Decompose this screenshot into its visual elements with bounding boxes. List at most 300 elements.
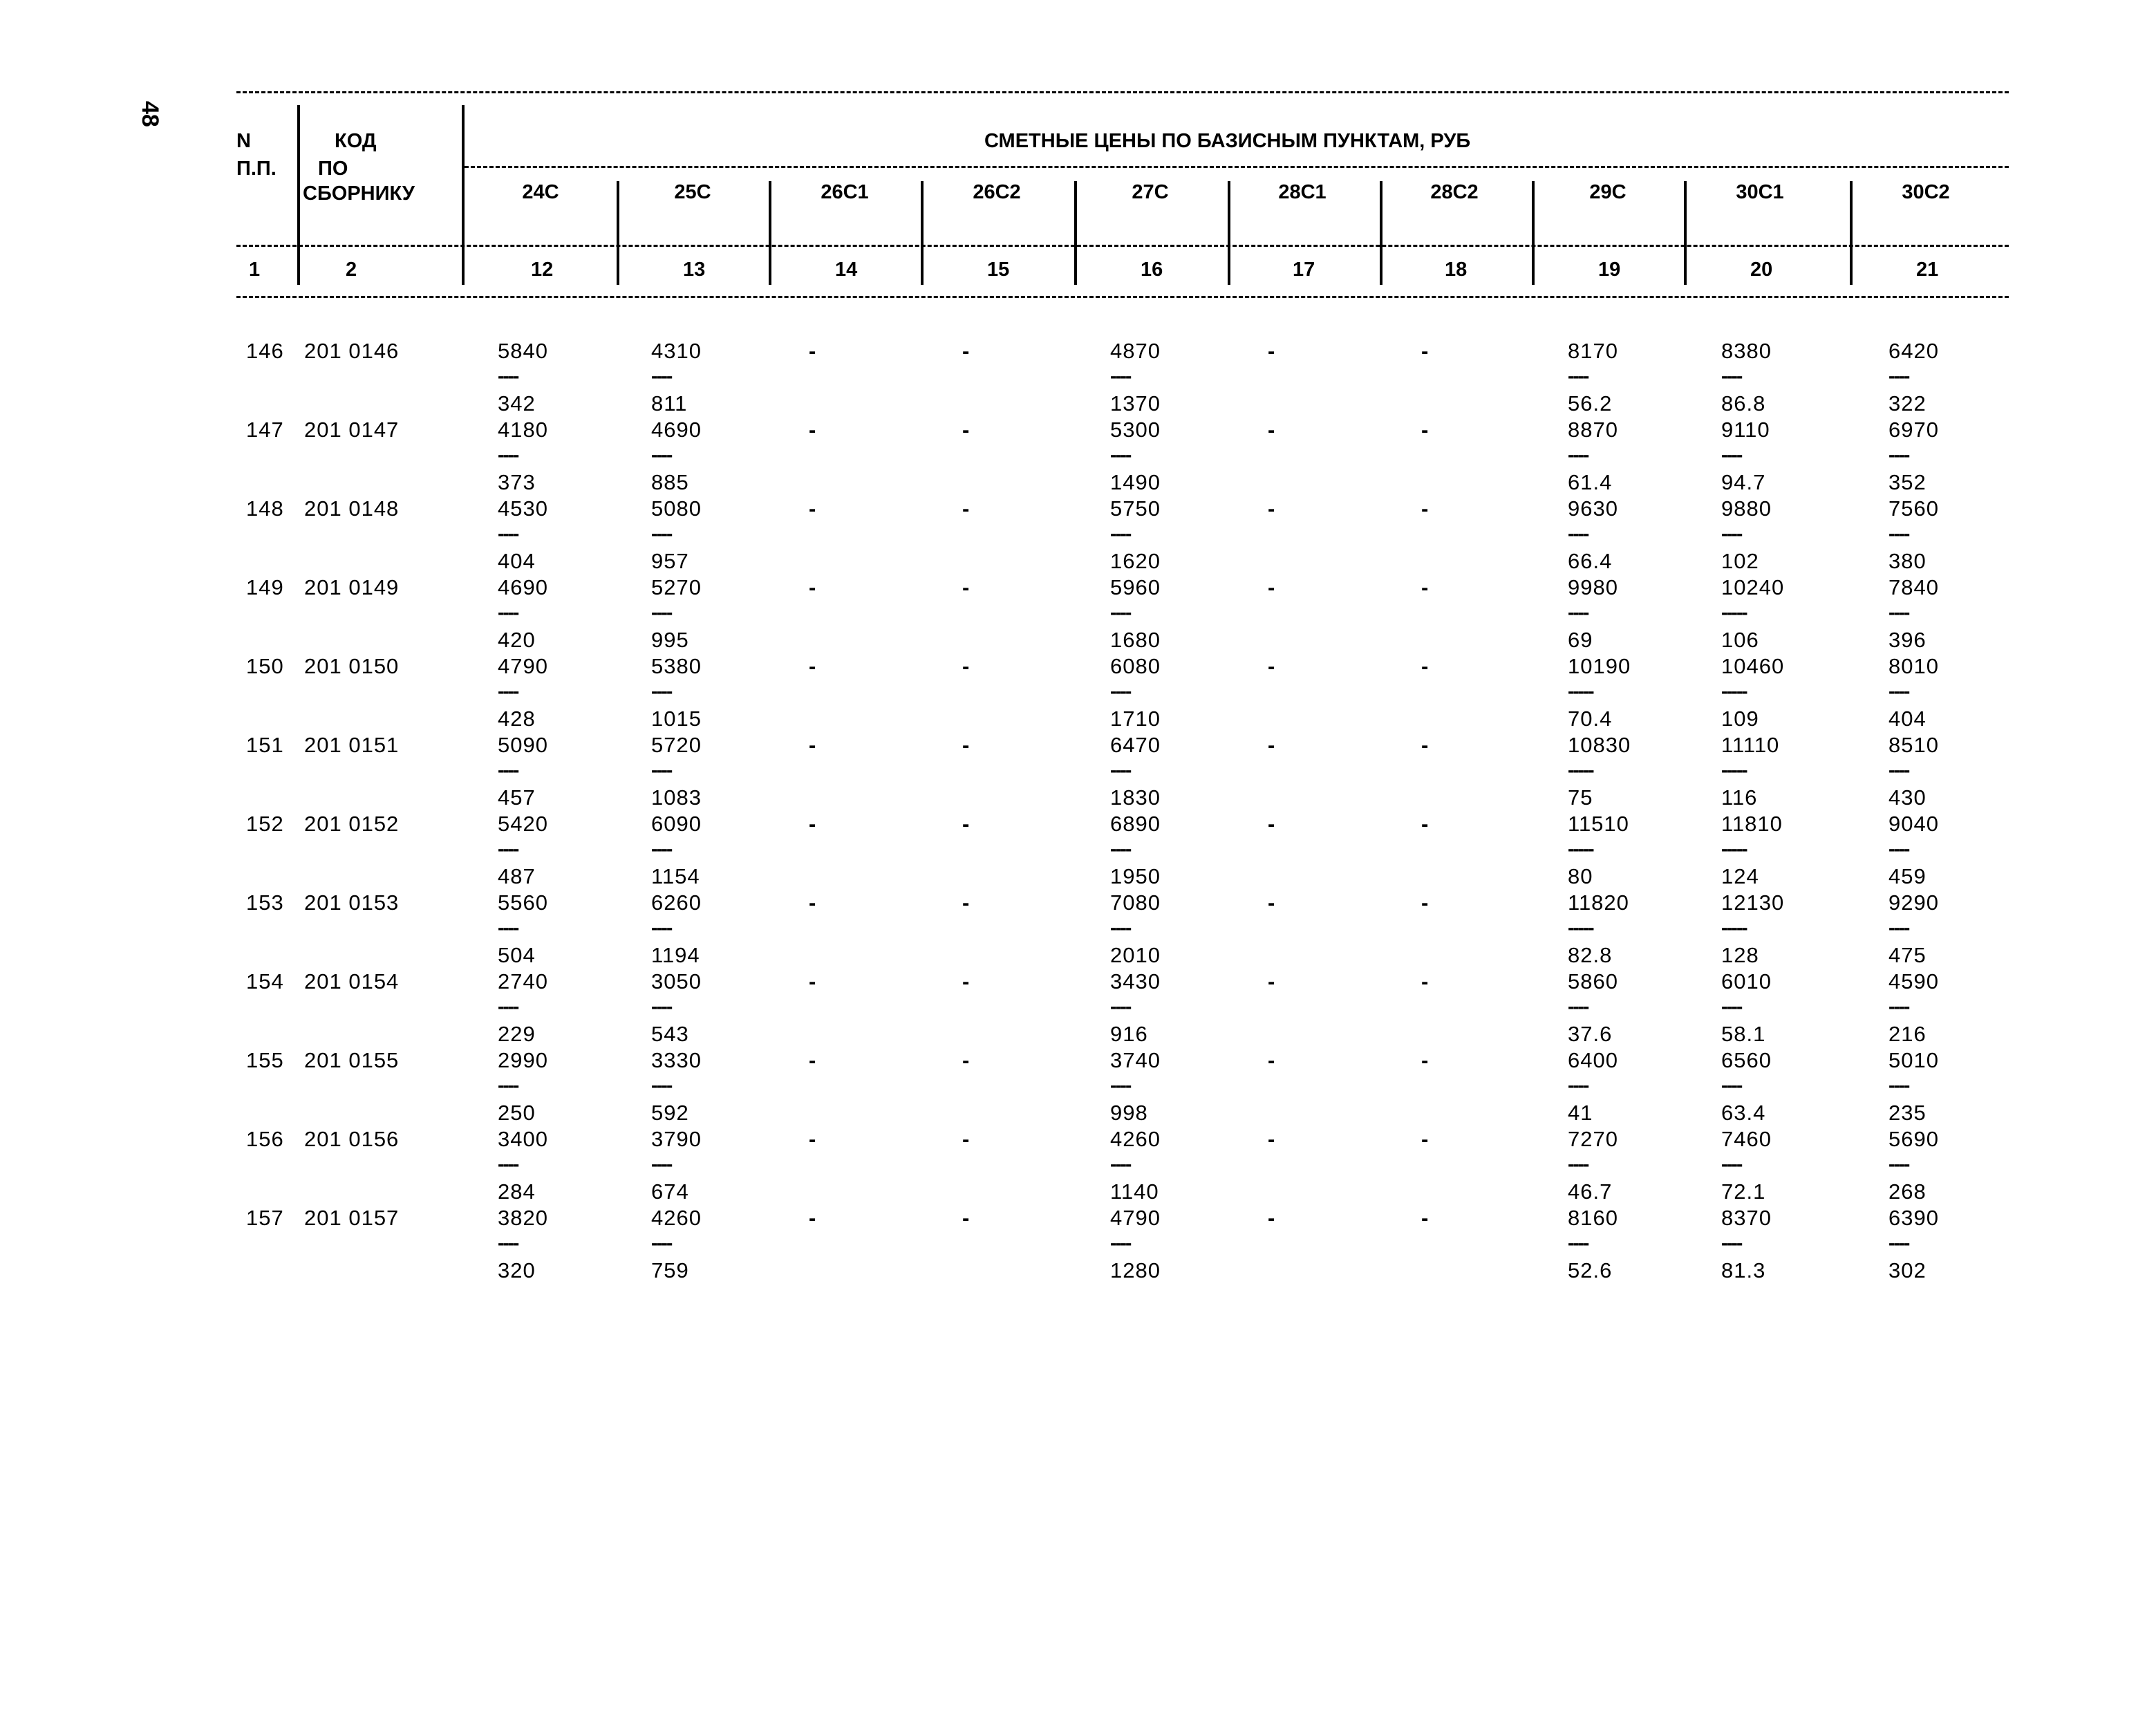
- row-number: 152: [246, 812, 284, 836]
- price-value: 4690: [498, 575, 548, 599]
- fraction-separator: ----: [1110, 444, 1131, 465]
- price-value: 6420: [1888, 339, 1939, 363]
- price-value: 5080: [651, 496, 702, 521]
- empty-cell-dash: -: [1421, 339, 1429, 363]
- fraction-separator: ----: [1110, 1232, 1131, 1253]
- fraction-separator: ----: [651, 1074, 672, 1096]
- fraction-separator: -----: [1568, 838, 1593, 859]
- price-subvalue: 116: [1721, 785, 1758, 810]
- empty-cell-dash: -: [1268, 733, 1276, 757]
- fraction-separator: ----: [1888, 365, 1909, 386]
- fraction-separator: ----: [651, 759, 672, 781]
- fraction-separator: ----: [1568, 444, 1588, 465]
- empty-cell-dash: -: [1421, 969, 1429, 993]
- fraction-separator: -----: [1568, 759, 1593, 781]
- header-column-number: 19: [1598, 259, 1621, 281]
- fraction-separator: ----: [651, 523, 672, 544]
- price-value: 8370: [1721, 1206, 1772, 1230]
- price-value: 12130: [1721, 890, 1785, 915]
- fraction-separator: ----: [1568, 601, 1588, 623]
- price-value: 9880: [1721, 496, 1772, 521]
- price-subvalue: 128: [1721, 943, 1759, 967]
- price-subvalue: 592: [651, 1101, 689, 1125]
- price-value: 9630: [1568, 496, 1618, 521]
- price-subvalue: 1950: [1110, 864, 1161, 888]
- price-value: 5690: [1888, 1127, 1939, 1151]
- price-subvalue: 58.1: [1721, 1022, 1766, 1046]
- row-code: 201 0154: [304, 969, 400, 993]
- empty-cell-dash: -: [809, 812, 817, 836]
- fraction-separator: ----: [1568, 996, 1588, 1017]
- fraction-separator: -----: [1721, 680, 1747, 702]
- price-subvalue: 2010: [1110, 943, 1161, 967]
- row-number: 157: [246, 1206, 284, 1230]
- price-value: 6260: [651, 890, 702, 915]
- price-value: 6890: [1110, 812, 1161, 836]
- price-subvalue: 396: [1888, 628, 1927, 652]
- header-column-number: 13: [683, 259, 706, 281]
- fraction-separator: ----: [1721, 996, 1742, 1017]
- header-divider-n: [297, 105, 300, 285]
- price-subvalue: 759: [651, 1258, 689, 1282]
- price-subvalue: 457: [498, 785, 536, 810]
- price-value: 5010: [1888, 1048, 1939, 1072]
- fraction-separator: ----: [1721, 365, 1742, 386]
- price-value: 5300: [1110, 418, 1161, 442]
- price-value: 11820: [1568, 890, 1629, 915]
- price-subvalue: 86.8: [1721, 391, 1766, 415]
- fraction-separator: ----: [1568, 1232, 1588, 1253]
- header-code-label-2: ПО: [318, 158, 348, 180]
- empty-cell-dash: -: [1421, 496, 1429, 521]
- price-subvalue: 674: [651, 1179, 689, 1204]
- price-subvalue: 1015: [651, 707, 702, 731]
- price-subvalue: 216: [1888, 1022, 1927, 1046]
- header-mid-rule: [236, 245, 2009, 247]
- price-subvalue: 1490: [1110, 470, 1161, 494]
- row-number: 149: [246, 575, 284, 599]
- header-column-label: 27С: [1132, 181, 1169, 203]
- header-column-divider: [1532, 181, 1535, 285]
- price-value: 9040: [1888, 812, 1939, 836]
- header-column-label: 30С2: [1902, 181, 1950, 203]
- empty-cell-dash: -: [809, 1127, 817, 1151]
- header-n-label-1: N: [236, 130, 251, 152]
- price-subvalue: 475: [1888, 943, 1927, 967]
- fraction-separator: ----: [1110, 365, 1131, 386]
- price-subvalue: 373: [498, 470, 536, 494]
- row-number: 154: [246, 969, 284, 993]
- price-value: 8510: [1888, 733, 1939, 757]
- fraction-separator: ----: [651, 601, 672, 623]
- empty-cell-dash: -: [1421, 1206, 1429, 1230]
- row-code: 201 0152: [304, 812, 400, 836]
- fraction-separator: -----: [1721, 601, 1747, 623]
- empty-cell-dash: -: [1421, 1048, 1429, 1072]
- empty-cell-dash: -: [1268, 1127, 1276, 1151]
- row-number: 156: [246, 1127, 284, 1151]
- fraction-separator: ----: [1888, 1074, 1909, 1096]
- price-subvalue: 250: [498, 1101, 536, 1125]
- price-value: 5380: [651, 654, 702, 678]
- fraction-separator: ----: [651, 838, 672, 859]
- fraction-separator: ----: [498, 1153, 518, 1175]
- header-column-number: 20: [1750, 259, 1773, 281]
- price-value: 3820: [498, 1206, 548, 1230]
- fraction-separator: ----: [498, 1232, 518, 1253]
- header-column-number: 15: [987, 259, 1010, 281]
- fraction-separator: ----: [1568, 365, 1588, 386]
- price-subvalue: 342: [498, 391, 536, 415]
- price-value: 9290: [1888, 890, 1939, 915]
- empty-cell-dash: -: [1268, 1206, 1276, 1230]
- empty-cell-dash: -: [1421, 890, 1429, 915]
- empty-cell-dash: -: [1268, 812, 1276, 836]
- price-subvalue: 109: [1721, 707, 1759, 731]
- price-subvalue: 94.7: [1721, 470, 1766, 494]
- empty-cell-dash: -: [1268, 654, 1276, 678]
- price-subvalue: 1194: [651, 943, 700, 967]
- empty-cell-dash: -: [1421, 654, 1429, 678]
- fraction-separator: ----: [1888, 1232, 1909, 1253]
- price-value: 8170: [1568, 339, 1618, 363]
- fraction-separator: ----: [1110, 601, 1131, 623]
- fraction-separator: ----: [498, 759, 518, 781]
- fraction-separator: ----: [1110, 838, 1131, 859]
- header-column-divider: [921, 181, 924, 285]
- fraction-separator: ----: [1888, 996, 1909, 1017]
- header-column-label: 24С: [522, 181, 559, 203]
- row-code: 201 0150: [304, 654, 400, 678]
- row-number: 150: [246, 654, 284, 678]
- fraction-separator: ----: [651, 444, 672, 465]
- price-value: 5090: [498, 733, 548, 757]
- price-value: 5560: [498, 890, 548, 915]
- fraction-separator: ----: [498, 917, 518, 938]
- price-value: 5960: [1110, 575, 1161, 599]
- fraction-separator: ----: [1888, 917, 1909, 938]
- price-value: 4870: [1110, 339, 1161, 363]
- fraction-separator: ----: [1888, 838, 1909, 859]
- fraction-separator: -----: [1721, 917, 1747, 938]
- fraction-separator: ----: [1110, 1153, 1131, 1175]
- price-subvalue: 404: [1888, 707, 1927, 731]
- header-n-label-2: П.П.: [236, 158, 276, 180]
- fraction-separator: ----: [1110, 917, 1131, 938]
- header-column-label: 28С2: [1430, 181, 1479, 203]
- empty-cell-dash: -: [962, 733, 971, 757]
- price-subvalue: 1710: [1110, 707, 1161, 731]
- price-subvalue: 124: [1721, 864, 1759, 888]
- price-value: 6010: [1721, 969, 1772, 993]
- price-subvalue: 1680: [1110, 628, 1161, 652]
- header-column-divider: [1380, 181, 1382, 285]
- price-subvalue: 106: [1721, 628, 1759, 652]
- price-value: 6400: [1568, 1048, 1618, 1072]
- header-code-label-1: КОД: [335, 130, 377, 152]
- header-group-title: СМЕТНЫЕ ЦЕНЫ ПО БАЗИСНЫМ ПУНКТАМ, РУБ: [984, 130, 1471, 152]
- price-value: 7270: [1568, 1127, 1618, 1151]
- fraction-separator: ----: [498, 680, 518, 702]
- price-value: 11110: [1721, 733, 1780, 757]
- price-subvalue: 82.8: [1568, 943, 1613, 967]
- row-number: 147: [246, 418, 284, 442]
- price-value: 3740: [1110, 1048, 1161, 1072]
- price-subvalue: 430: [1888, 785, 1927, 810]
- fraction-separator: ----: [1110, 523, 1131, 544]
- fraction-separator: ----: [498, 601, 518, 623]
- fraction-separator: ----: [1888, 444, 1909, 465]
- price-subvalue: 63.4: [1721, 1101, 1766, 1125]
- price-subvalue: 80: [1568, 864, 1593, 888]
- price-subvalue: 1154: [651, 864, 700, 888]
- page-number: 48: [137, 101, 163, 127]
- header-column-divider: [1228, 181, 1230, 285]
- price-subvalue: 1280: [1110, 1258, 1161, 1282]
- price-subvalue: 75: [1568, 785, 1593, 810]
- header-column-number: 16: [1141, 259, 1163, 281]
- row-number: 155: [246, 1048, 284, 1072]
- price-subvalue: 957: [651, 549, 689, 573]
- price-value: 8870: [1568, 418, 1618, 442]
- empty-cell-dash: -: [962, 418, 971, 442]
- price-value: 5750: [1110, 496, 1161, 521]
- price-subvalue: 1140: [1110, 1179, 1159, 1204]
- price-value: 7460: [1721, 1127, 1772, 1151]
- fraction-separator: ----: [1568, 1074, 1588, 1096]
- price-value: 5270: [651, 575, 702, 599]
- empty-cell-dash: -: [962, 575, 971, 599]
- price-value: 3790: [651, 1127, 702, 1151]
- header-bottom-rule: [236, 296, 2009, 298]
- price-subvalue: 428: [498, 707, 536, 731]
- empty-cell-dash: -: [1421, 575, 1429, 599]
- price-value: 7080: [1110, 890, 1161, 915]
- empty-cell-dash: -: [1268, 575, 1276, 599]
- price-subvalue: 998: [1110, 1101, 1148, 1125]
- header-column-label: 26С1: [821, 181, 869, 203]
- header-column-divider: [1684, 181, 1687, 285]
- empty-cell-dash: -: [809, 733, 817, 757]
- header-column-number: 14: [835, 259, 858, 281]
- empty-cell-dash: -: [1268, 339, 1276, 363]
- price-subvalue: 268: [1888, 1179, 1927, 1204]
- row-code: 201 0146: [304, 339, 400, 363]
- price-value: 4530: [498, 496, 548, 521]
- price-subvalue: 420: [498, 628, 536, 652]
- fraction-separator: ----: [1721, 444, 1742, 465]
- price-value: 6090: [651, 812, 702, 836]
- price-subvalue: 81.3: [1721, 1258, 1766, 1282]
- fraction-separator: ----: [1888, 759, 1909, 781]
- fraction-separator: ----: [1721, 1153, 1742, 1175]
- row-number: 148: [246, 496, 284, 521]
- price-subvalue: 52.6: [1568, 1258, 1613, 1282]
- header-column-divider: [1850, 181, 1853, 285]
- fraction-separator: ----: [1110, 759, 1131, 781]
- price-value: 8160: [1568, 1206, 1618, 1230]
- price-value: 8010: [1888, 654, 1939, 678]
- price-subvalue: 302: [1888, 1258, 1927, 1282]
- fraction-separator: -----: [1721, 759, 1747, 781]
- row-code: 201 0149: [304, 575, 400, 599]
- fraction-separator: ----: [498, 838, 518, 859]
- row-code: 201 0155: [304, 1048, 400, 1072]
- price-subvalue: 72.1: [1721, 1179, 1766, 1204]
- empty-cell-dash: -: [962, 1127, 971, 1151]
- price-subvalue: 916: [1110, 1022, 1148, 1046]
- price-subvalue: 320: [498, 1258, 536, 1282]
- row-number: 146: [246, 339, 284, 363]
- price-value: 4690: [651, 418, 702, 442]
- fraction-separator: ----: [498, 365, 518, 386]
- header-column-label: 28С1: [1278, 181, 1327, 203]
- empty-cell-dash: -: [1268, 969, 1276, 993]
- fraction-separator: -----: [1568, 917, 1593, 938]
- header-column-number: 18: [1445, 259, 1468, 281]
- price-subvalue: 1830: [1110, 785, 1161, 810]
- price-value: 4310: [651, 339, 702, 363]
- price-value: 7840: [1888, 575, 1939, 599]
- empty-cell-dash: -: [809, 575, 817, 599]
- empty-cell-dash: -: [809, 418, 817, 442]
- price-value: 4790: [498, 654, 548, 678]
- empty-cell-dash: -: [809, 496, 817, 521]
- price-subvalue: 487: [498, 864, 536, 888]
- fraction-separator: ----: [1721, 1074, 1742, 1096]
- row-code: 201 0147: [304, 418, 400, 442]
- price-subvalue: 70.4: [1568, 707, 1613, 731]
- row-number: 153: [246, 890, 284, 915]
- row-number: 151: [246, 733, 284, 757]
- empty-cell-dash: -: [1268, 1048, 1276, 1072]
- fraction-separator: ----: [651, 917, 672, 938]
- empty-cell-dash: -: [809, 969, 817, 993]
- empty-cell-dash: -: [962, 1206, 971, 1230]
- fraction-separator: ----: [1888, 680, 1909, 702]
- price-subvalue: 102: [1721, 549, 1759, 573]
- fraction-separator: ----: [1721, 1232, 1742, 1253]
- price-value: 8380: [1721, 339, 1772, 363]
- price-value: 4590: [1888, 969, 1939, 993]
- empty-cell-dash: -: [809, 339, 817, 363]
- empty-cell-dash: -: [962, 339, 971, 363]
- header-column-label: 25С: [674, 181, 711, 203]
- header-column-divider: [617, 181, 619, 285]
- price-value: 7560: [1888, 496, 1939, 521]
- empty-cell-dash: -: [962, 969, 971, 993]
- price-value: 9110: [1721, 418, 1770, 442]
- price-value: 2990: [498, 1048, 548, 1072]
- price-value: 3400: [498, 1127, 548, 1151]
- fraction-separator: ----: [1888, 601, 1909, 623]
- empty-cell-dash: -: [809, 1048, 817, 1072]
- fraction-separator: ----: [1110, 1074, 1131, 1096]
- price-subvalue: 811: [651, 391, 688, 415]
- price-value: 6470: [1110, 733, 1161, 757]
- price-subvalue: 543: [651, 1022, 689, 1046]
- empty-cell-dash: -: [1268, 890, 1276, 915]
- price-value: 6080: [1110, 654, 1161, 678]
- fraction-separator: ----: [498, 996, 518, 1017]
- price-value: 4260: [651, 1206, 702, 1230]
- price-subvalue: 404: [498, 549, 536, 573]
- price-subvalue: 66.4: [1568, 549, 1613, 573]
- header-column-divider: [1074, 181, 1077, 285]
- header-column-number: 1: [249, 259, 261, 281]
- empty-cell-dash: -: [962, 812, 971, 836]
- price-value: 3330: [651, 1048, 702, 1072]
- header-column-label: 30С1: [1736, 181, 1784, 203]
- fraction-separator: ----: [1888, 1153, 1909, 1175]
- header-column-label: 26С2: [973, 181, 1021, 203]
- price-value: 5720: [651, 733, 702, 757]
- price-value: 9980: [1568, 575, 1618, 599]
- price-value: 3050: [651, 969, 702, 993]
- empty-cell-dash: -: [962, 654, 971, 678]
- price-subvalue: 229: [498, 1022, 536, 1046]
- fraction-separator: -----: [1568, 680, 1593, 702]
- price-value: 5420: [498, 812, 548, 836]
- empty-cell-dash: -: [1421, 812, 1429, 836]
- price-value: 11810: [1721, 812, 1783, 836]
- price-value: 10460: [1721, 654, 1785, 678]
- fraction-separator: ----: [651, 365, 672, 386]
- fraction-separator: ----: [651, 1232, 672, 1253]
- price-subvalue: 322: [1888, 391, 1927, 415]
- empty-cell-dash: -: [1421, 733, 1429, 757]
- price-value: 5840: [498, 339, 548, 363]
- empty-cell-dash: -: [809, 890, 817, 915]
- price-value: 4790: [1110, 1206, 1161, 1230]
- empty-cell-dash: -: [1268, 496, 1276, 521]
- fraction-separator: ----: [1110, 996, 1131, 1017]
- row-code: 201 0151: [304, 733, 400, 757]
- fraction-separator: ----: [1110, 680, 1131, 702]
- price-subvalue: 885: [651, 470, 689, 494]
- price-subvalue: 995: [651, 628, 689, 652]
- fraction-separator: ----: [651, 1153, 672, 1175]
- header-column-divider: [769, 181, 771, 285]
- price-subvalue: 235: [1888, 1101, 1927, 1125]
- header-column-number: 17: [1293, 259, 1315, 281]
- price-value: 4260: [1110, 1127, 1161, 1151]
- price-value: 6560: [1721, 1048, 1772, 1072]
- price-value: 10190: [1568, 654, 1631, 678]
- price-subvalue: 459: [1888, 864, 1927, 888]
- price-subvalue: 1620: [1110, 549, 1161, 573]
- header-column-number: 12: [531, 259, 554, 281]
- row-code: 201 0153: [304, 890, 400, 915]
- price-subvalue: 504: [498, 943, 536, 967]
- price-value: 3430: [1110, 969, 1161, 993]
- price-value: 10830: [1568, 733, 1631, 757]
- price-subvalue: 69: [1568, 628, 1593, 652]
- empty-cell-dash: -: [1421, 418, 1429, 442]
- header-group-rule: [465, 166, 2009, 168]
- empty-cell-dash: -: [1268, 418, 1276, 442]
- price-subvalue: 61.4: [1568, 470, 1613, 494]
- price-subvalue: 284: [498, 1179, 536, 1204]
- price-subvalue: 1083: [651, 785, 702, 810]
- empty-cell-dash: -: [809, 1206, 817, 1230]
- price-subvalue: 352: [1888, 470, 1927, 494]
- header-column-number: 21: [1916, 259, 1939, 281]
- price-subvalue: 1370: [1110, 391, 1161, 415]
- empty-cell-dash: -: [962, 1048, 971, 1072]
- fraction-separator: ----: [651, 996, 672, 1017]
- price-value: 11510: [1568, 812, 1629, 836]
